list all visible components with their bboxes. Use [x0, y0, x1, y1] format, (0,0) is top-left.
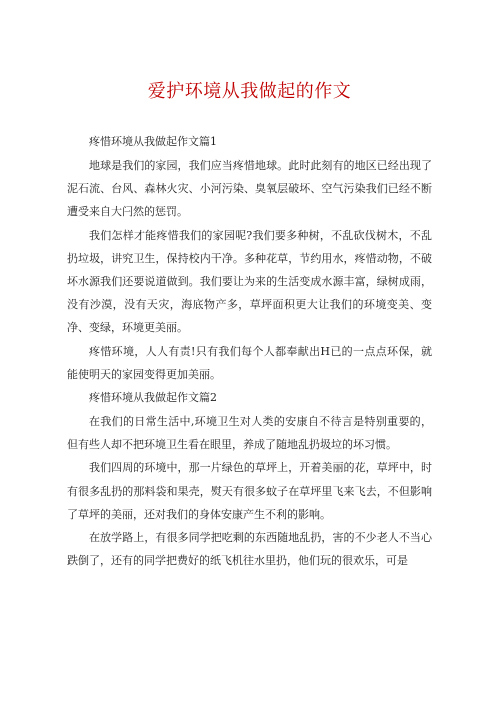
paragraph: 疼惜环境，人人有责!只有我们每个人都奉献出H已的一点点环保，就能使明天的家园变得更加美丽。	[67, 344, 432, 381]
document-title: 爱护环境从我做起的作文	[147, 81, 352, 102]
section-heading: 疼惜环境从我做起作文篇2	[89, 391, 217, 405]
paragraph: 地球是我们的家园，我们应当疼惜地球。此时此刻有的地区已经出现了泥石流、台风、森林火灾、小河污染、臭氧层破坏、空气污染我们已经不断遭受来自大闩然的惩罚。	[67, 159, 432, 219]
section-2	[67, 386, 432, 572]
paragraph: 我们怎样才能疼惜我们的家园呢?我们要多种树，不乱砍伐树木，不乱扔垃圾，讲究卫生，保持校内干净。多种花草，节约用水，疼惜动物，不破坏水源我们还要说道做到。我们要让为来的生活变成水源丰富，绿树成雨，没有沙漠，没有天灾，海底物产多，草坪面积更大让我们的环境变美、变净、变绿，环境更美丽。	[67, 228, 432, 335]
section-1	[67, 130, 432, 386]
section-heading: 疼惜环境从我做起作文篇1	[89, 135, 217, 148]
paragraph: 我们四周的环境中，那一片绿色的草坪上，开着美丽的花，草坪中，时有很多乱扔的那料袋和果壳，熨天有很多蚊子在草坪里飞来飞去，不但影响了草坪的美丽，还对我们的身体安康产生不利的影响。	[67, 461, 432, 521]
paragraph: 在放学路上，有很多同学把吃剩的东西随地乱扔，害的不少老人不当心跌倒了，还有的同学把费好的纸飞机往水里扔，他们玩的很欢乐，可是	[67, 531, 432, 568]
paragraph: 在我们的日常生活中,环境卫生对人类的安康自不待言是特别重要的，但有些人却不把环境卫生看在眼里，养成了随地乱扔圾垃的坏习惯。	[67, 415, 432, 452]
